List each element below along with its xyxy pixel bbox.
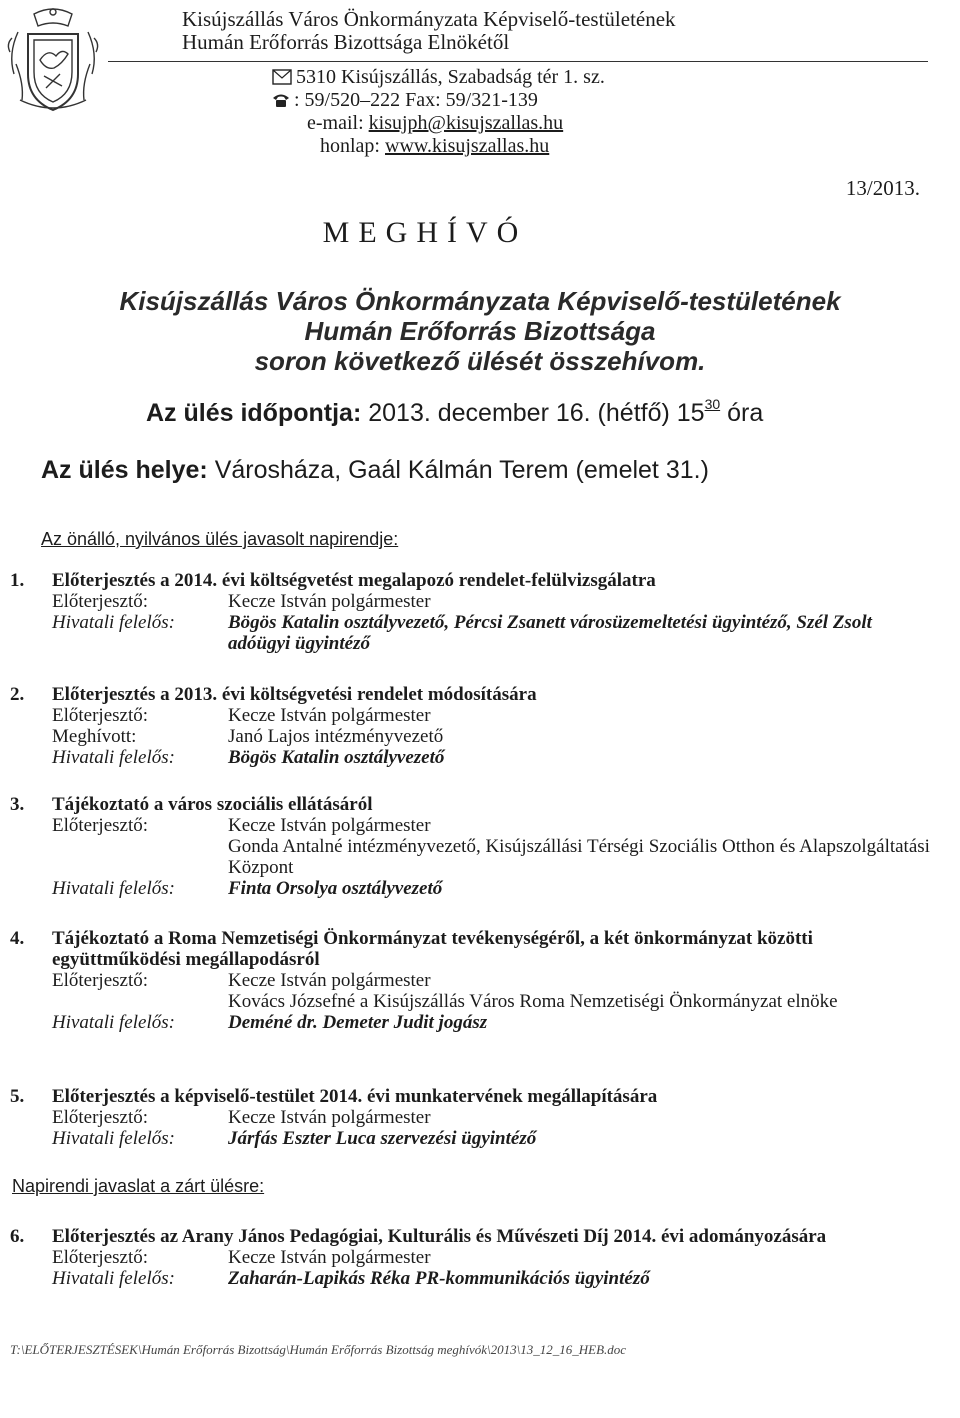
- agenda-item: [10, 684, 930, 768]
- web-label: honlap:: [320, 135, 385, 157]
- agenda-item: [10, 928, 930, 1033]
- item-number: 4.: [10, 928, 25, 949]
- row-label: Hivatali felelős:: [52, 612, 175, 633]
- row-label: Hivatali felelős:: [52, 878, 175, 899]
- row-value: Deméné dr. Demeter Judit jogász: [228, 1012, 488, 1033]
- meeting-place: [41, 456, 709, 485]
- meeting-time: [146, 396, 763, 428]
- item-title: Előterjesztés a 2013. évi költségvetési rendelet módosítására: [52, 684, 537, 705]
- item-row: [52, 991, 930, 1012]
- item-row: [52, 1107, 930, 1128]
- row-value: Janó Lajos intézményvezető: [228, 726, 444, 747]
- row-value: Kecze István polgármester: [228, 705, 431, 726]
- item-title: Előterjesztés a képviselő-testület 2014. évi munkatervének megállapítására: [52, 1086, 658, 1107]
- item-title: Tájékoztató a város szociális ellátásáról: [52, 794, 373, 815]
- row-label: Meghívott:: [52, 726, 137, 747]
- item-row: [52, 591, 930, 612]
- item-title: Előterjesztés a 2014. évi költségvetést megalapozó rendelet-felülvizsgálatra: [52, 570, 656, 591]
- letterhead-line1: Kisújszállás Város Önkormányzata Képviselő-testületének: [182, 7, 676, 31]
- email-link[interactable]: kisujph@kisujszallas.hu: [368, 112, 564, 134]
- meeting-time-minutes: 30: [704, 396, 721, 412]
- row-value: Zaharán-Lapikás Réka PR-kommunikációs ügyintéző: [228, 1268, 650, 1289]
- item-row: [52, 747, 930, 768]
- row-label: Előterjesztő:: [52, 705, 149, 726]
- row-value: Kecze István polgármester: [228, 815, 431, 836]
- row-label: Hivatali felelős:: [52, 1268, 175, 1289]
- row-value: Kecze István polgármester: [228, 970, 431, 991]
- item-row: [52, 1247, 930, 1268]
- agenda-item: [10, 570, 930, 654]
- item-row: [52, 815, 930, 836]
- web-row: [320, 135, 549, 157]
- row-value: Bögös Katalin osztályvezető, Pércsi Zsanett városüzemeltetési ügyintéző, Szél Zsolt adóügyi ügyintéző: [228, 612, 872, 654]
- item-number: 3.: [10, 794, 25, 815]
- email-label: e-mail:: [307, 112, 369, 134]
- address-text: 5310 Kisújszállás, Szabadság tér 1. sz.: [296, 66, 605, 88]
- phone-text: : 59/520–222 Fax: 59/321-139: [294, 89, 538, 111]
- meeting-place-value: Városháza, Gaál Kálmán Terem (emelet 31.): [214, 456, 709, 484]
- row-value: Finta Orsolya osztályvezető: [228, 878, 443, 899]
- item-number: 6.: [10, 1226, 25, 1247]
- agenda-item: [10, 1086, 930, 1149]
- item-row: [52, 970, 930, 991]
- coat-of-arms-icon: [4, 4, 102, 116]
- document-number: 13/2013.: [845, 176, 920, 200]
- letterhead: [182, 7, 882, 157]
- meeting-place-label: Az ülés helye:: [41, 456, 208, 484]
- invitation-line2: Humán Erőforrás Bizottsága: [304, 316, 656, 346]
- meeting-time-suffix: óra: [727, 399, 764, 427]
- row-label: Hivatali felelős:: [52, 1128, 175, 1149]
- agenda-item: [10, 794, 930, 899]
- row-label: Előterjesztő:: [52, 815, 149, 836]
- item-number: 5.: [10, 1086, 25, 1107]
- row-value: Járfás Eszter Luca szervezési ügyintéző: [228, 1128, 537, 1149]
- row-label: Előterjesztő:: [52, 1247, 149, 1268]
- row-value: Gonda Antalné intézményvezető, Kisújszállási Térségi Szociális Otthon és Alapszolgáltatási Központ: [228, 836, 930, 878]
- item-row: [52, 1012, 930, 1033]
- item-row: [52, 1268, 930, 1289]
- file-path-footer: T:\ELŐTERJESZTÉSEK\Humán Erőforrás Bizottság\Humán Erőforrás Bizottság meghívók\2013\13_12_16_HEB.doc: [10, 1342, 627, 1357]
- phone-row: [272, 89, 538, 111]
- row-label: Hivatali felelős:: [52, 1012, 175, 1033]
- row-value: Kecze István polgármester: [228, 1107, 431, 1128]
- public-agenda-heading: Az önálló, nyilvános ülés javasolt napirendje:: [41, 529, 399, 549]
- row-value: Bögös Katalin osztályvezető: [228, 747, 445, 768]
- header-divider: [108, 61, 928, 62]
- item-number: 2.: [10, 684, 25, 705]
- address-row: [272, 66, 605, 88]
- agenda-item: [10, 1226, 930, 1289]
- row-label: Előterjesztő:: [52, 591, 149, 612]
- telephone-icon: [272, 92, 290, 108]
- row-value: Kecze István polgármester: [228, 1247, 431, 1268]
- meeting-time-label: Az ülés időpontja:: [146, 399, 362, 427]
- row-value: Kecze István polgármester: [228, 591, 431, 612]
- web-link[interactable]: www.kisujszallas.hu: [385, 135, 550, 157]
- closed-agenda-heading: Napirendi javaslat a zárt ülésre:: [12, 1176, 265, 1196]
- item-row: [52, 726, 930, 747]
- invitation-line3: soron következő ülését összehívom.: [254, 346, 706, 376]
- letterhead-line2: Humán Erőforrás Bizottsága Elnökétől: [182, 30, 510, 54]
- row-label: Előterjesztő:: [52, 970, 149, 991]
- meeting-time-value: 2013. december 16. (hétfő) 15: [368, 399, 705, 427]
- item-row: [52, 836, 930, 878]
- row-label: Hivatali felelős:: [52, 747, 175, 768]
- envelope-icon: [272, 69, 292, 85]
- item-row: [52, 705, 930, 726]
- row-label: Előterjesztő:: [52, 1107, 149, 1128]
- item-row: [52, 878, 930, 899]
- row-value: Kovács Józsefné a Kisújszállás Város Roma Nemzetiségi Önkormányzat elnöke: [228, 991, 838, 1012]
- item-row: [52, 1128, 930, 1149]
- email-row: [307, 112, 563, 134]
- item-number: 1.: [10, 570, 25, 591]
- item-row: [52, 612, 930, 654]
- invitation-line1: Kisújszállás Város Önkormányzata Képviselő-testületének: [119, 286, 841, 316]
- item-title: Tájékoztató a Roma Nemzetiségi Önkormányzat tevékenységéről, a két önkormányzat közötti együttműködési megállapodásról: [52, 928, 813, 970]
- page-title: MEGHÍVÓ: [322, 216, 528, 249]
- item-title: Előterjesztés az Arany János Pedagógiai, Kulturális és Művészeti Díj 2014. évi adományozására: [52, 1226, 827, 1247]
